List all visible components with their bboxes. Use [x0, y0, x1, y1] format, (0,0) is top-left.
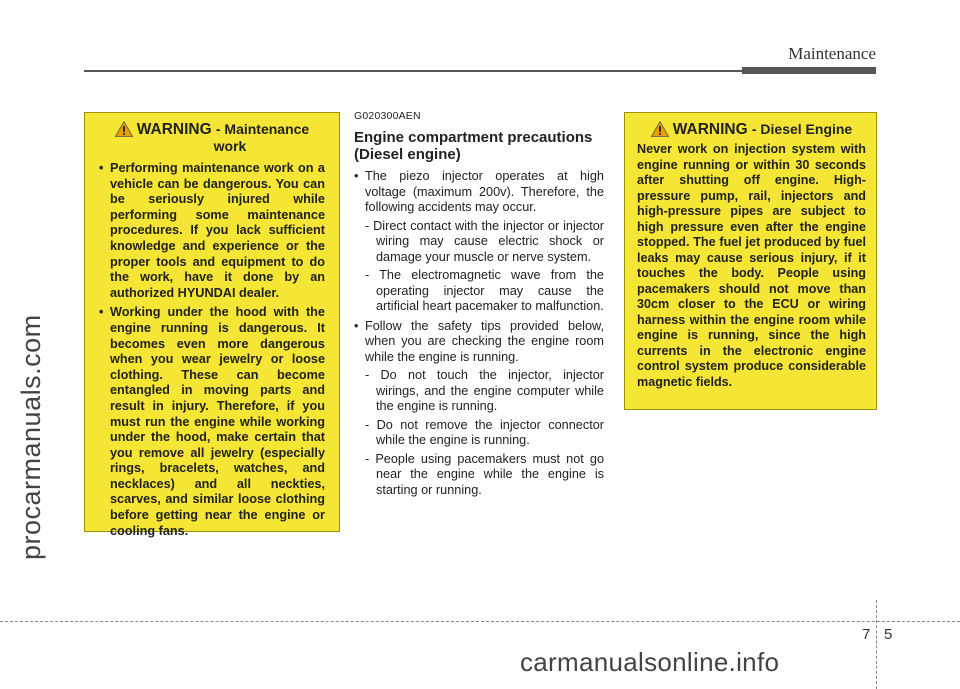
bottom-watermark: carmanualsonline.info — [520, 647, 780, 677]
precaution-sub-item: - Direct contact with the injector or injector wiring may cause electric shock or damage your muscle or nerve system. — [365, 218, 604, 264]
section-title: Maintenance — [788, 44, 876, 63]
precautions-section — [354, 110, 604, 498]
warning-title-part1: - Diesel Engine — [751, 121, 853, 137]
warning-title-part2: work — [213, 138, 247, 154]
precaution-bullet: • The piezo injector operates at high voltage (maximum 200v). Therefore, the following accidents may occur. — [354, 169, 604, 216]
diesel-warning-title — [637, 121, 866, 138]
precaution-sub-item: - Do not remove the injector connector while the engine is running. — [365, 417, 604, 447]
chapter-number: 7 — [862, 626, 871, 643]
footer-rule — [0, 621, 960, 622]
side-watermark: procarmanuals.com — [16, 314, 46, 560]
header-rule — [84, 70, 742, 72]
precaution-sub-item: - The electromagnetic wave from the operating injector may cause the artificial heart pacemaker to malfunction. — [365, 268, 604, 313]
warning-triangle-icon — [115, 121, 133, 137]
page-number: 5 — [884, 626, 893, 643]
precaution-sub-item: - Do not touch the injector, injector wirings, and the engine computer while the engine is running. — [365, 368, 604, 413]
diesel-warning-box — [624, 112, 877, 410]
warning-title-part1: - Maintenance — [215, 121, 310, 137]
warning-label: WARNING — [136, 121, 212, 138]
section-heading: Engine compartment precautions (Diesel engine) — [354, 129, 593, 163]
precaution-bullet: • Follow the safety tips provided below, when you are checking the engine room while the engine is running. — [354, 319, 604, 366]
warning-item: • Performing maintenance work on a vehicle can be dangerous. You can be seriously injured while performing some maintenance procedures. If you lack sufficient knowledge and experience or the proper tools and equipment to do the work, have it done by an authorized HYUNDAI dealer. — [99, 161, 325, 301]
doc-code: G020300AEN — [354, 110, 421, 122]
maintenance-warning-box — [84, 112, 340, 538]
maintenance-warning-list — [99, 161, 325, 539]
warning-item: • Working under the hood with the engine running is dangerous. It becomes even more dangerous when you wear jewelry or loose clothing. These can become entangled in moving parts and result in injury. Therefore, if you must run the engine while working under the hood, make certain that you remove all jewelry (especially rings, bracelets, watches, and necklaces) and all neckties, scarves, and similar loose clothing before getting near the engine or cooling fans. — [99, 305, 325, 539]
footer-divider — [876, 600, 877, 689]
header-bar — [742, 67, 876, 74]
precaution-sub-item: - People using pacemakers must not go near the engine while the engine is starting or running. — [365, 451, 604, 497]
maintenance-warning-title — [99, 121, 325, 155]
diesel-warning-body: Never work on injection system with engine running or within 30 seconds after shutting off engine. High-pressure pump, rail, injectors and high-pressure pipes are subject to high pressure even after the engine stopped. The fuel jet produced by fuel leaks may cause serious injury, if it touches the body. People using pacemakers should not move than 30cm closer to the ECU or wiring harness within the engine room while engine is running, since the high currents in the electronic engine control system produce considerable magnetic fields. — [637, 142, 866, 389]
warning-label: WARNING — [672, 121, 748, 138]
warning-triangle-icon — [651, 121, 669, 137]
